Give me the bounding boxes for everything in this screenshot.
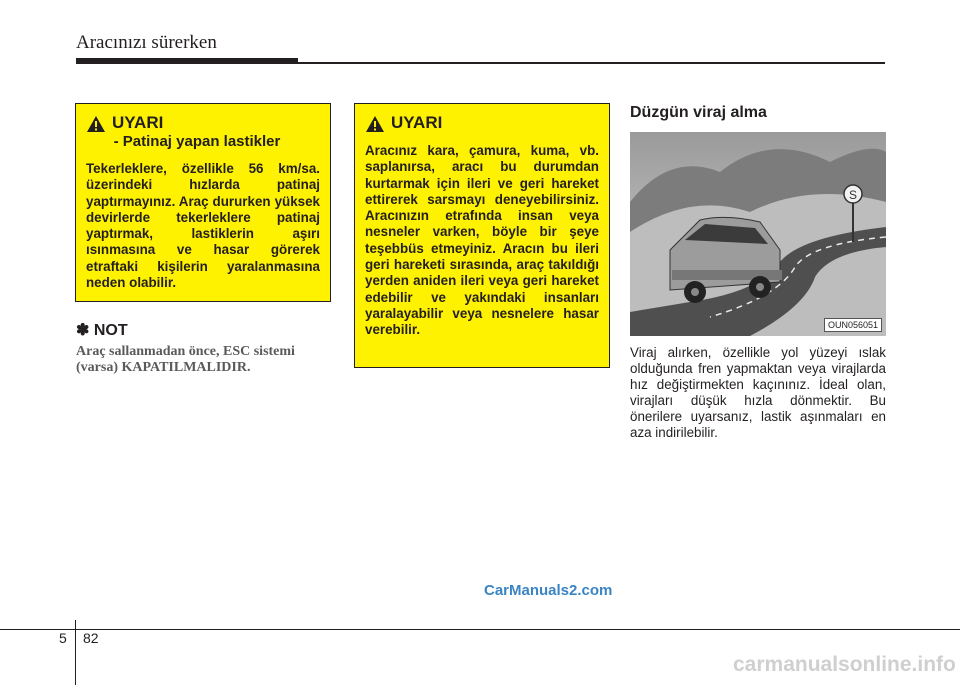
warning-label: UYARI: [112, 113, 164, 132]
warning-label: UYARI: [391, 113, 443, 132]
carmanuals-watermark: CarManuals2.com: [484, 582, 613, 599]
warning-heading: [365, 114, 599, 133]
cornering-car-illustration: [630, 132, 886, 336]
warning-triangle-icon: [86, 115, 106, 133]
figure-code: OUN056051: [824, 318, 882, 332]
header-rule: [76, 62, 885, 64]
warning-box-stuck-vehicle: [354, 103, 610, 368]
warning-subtitle: - Patinaj yapan lastikler: [113, 133, 281, 150]
site-watermark: carmanualsonline.info: [733, 653, 956, 676]
footer-rule: [0, 629, 960, 630]
warning-body: Tekerleklere, özellikle 56 km/sa. üzerindeki hızlarda patinaj yaptırmayınız. Araç dururken yüksek devirlerde tekerleklere patinaj yaptırmak, lastiklerin aşırı ısınmasına ve hasar görerek etraftaki kişilerin yaralanmasına neden olabilir.: [86, 161, 320, 291]
section-body: Viraj alırken, özellikle yol yüzeyi ıslak olduğunda fren yapmaktan veya virajlarda hız değiştirmekten kaçınınız. İdeal olan, virajları düşük hızla dönmektir. Bu önerilere uyarsanız, lastik aşınmaları en aza indirilebilir.: [630, 345, 886, 440]
header-title: Aracınızı sürerken: [76, 32, 217, 53]
warning-body: Aracınız kara, çamura, kuma, vb. saplanırsa, aracı bu durumdan kurtarmak için ileri ve geri hareket ettirerek sarsmayı deneyebilirsiniz. Aracınızın etrafında insan veya nesneler varken, böyle bir şeye teşebbüs etmeyiniz. Aracın bu ileri geri hareketi sırasında, araç takıldığı yerden aniden ileri veya geri hareket edebilir ve yakındaki insanları yaralayabilir veya nesnelere hasar verebilir.: [365, 143, 599, 338]
note-body: Araç sallanmadan önce, ESC sistemi (varsa) KAPATILMALIDIR.: [76, 344, 295, 375]
svg-text:S: S: [849, 188, 858, 202]
chapter-number: 5: [59, 630, 67, 646]
section-title: Düzgün viraj alma: [630, 104, 767, 121]
warning-triangle-icon: [365, 115, 385, 133]
warning-heading-text: [112, 114, 320, 151]
footer-vertical-rule: [75, 620, 76, 685]
warning-box-spinning-tires: [75, 103, 331, 302]
note-title: ✽ NOT: [76, 322, 128, 339]
warning-heading: [86, 114, 320, 151]
page-number: 82: [83, 630, 99, 646]
car-on-curve-image: [630, 132, 886, 336]
